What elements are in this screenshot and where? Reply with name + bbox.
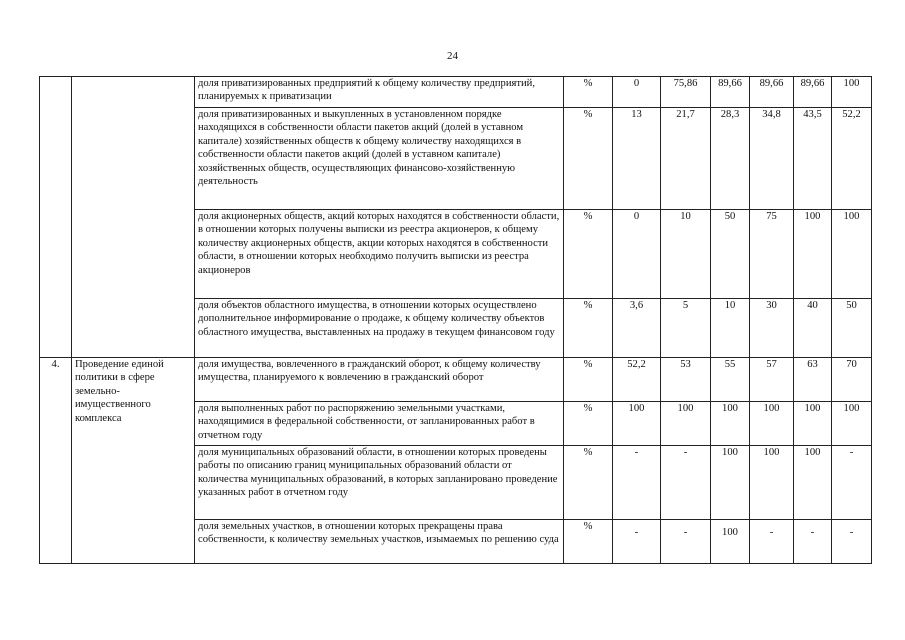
- value-cell: -: [794, 520, 832, 564]
- value-cell: 100: [711, 402, 750, 446]
- value-cell: 5: [661, 299, 711, 358]
- value-cell: -: [613, 520, 661, 564]
- unit-cell: %: [564, 358, 613, 402]
- indicator-text: доля акционерных обществ, акций которых находятся в собственности области, в отношении которых получены выписки из реестра акционеров, к общему количеству акционерных обществ, акции которых находятся в собственности области, в отношении которых необходимо получить выписки из реестра акционеров: [195, 210, 564, 299]
- value-cell: 28,3: [711, 108, 750, 210]
- indicator-text: доля земельных участков, в отношении которых прекращены права собственности, к количеству земельных участков, изымаемых по решению суда: [195, 520, 564, 564]
- unit-cell: %: [564, 77, 613, 108]
- value-cell: 52,2: [832, 108, 872, 210]
- activity-name: [72, 77, 195, 358]
- row-number: [40, 77, 72, 358]
- value-cell: 100: [750, 402, 794, 446]
- value-cell: 100: [613, 402, 661, 446]
- value-cell: 50: [832, 299, 872, 358]
- value-cell: 3,6: [613, 299, 661, 358]
- value-cell: -: [613, 446, 661, 520]
- value-cell: 0: [613, 210, 661, 299]
- value-cell: 30: [750, 299, 794, 358]
- unit-cell: %: [564, 299, 613, 358]
- value-cell: 43,5: [794, 108, 832, 210]
- value-cell: 13: [613, 108, 661, 210]
- value-cell: 100: [661, 402, 711, 446]
- value-cell: 100: [832, 210, 872, 299]
- value-cell: 100: [711, 446, 750, 520]
- value-cell: 100: [794, 446, 832, 520]
- value-cell: 53: [661, 358, 711, 402]
- value-cell: -: [832, 446, 872, 520]
- table-row: [40, 77, 872, 108]
- indicator-text: доля муниципальных образований области, в отношении которых проведены работы по описанию границ муниципальных образований области от количества муниципальных образований, в которых запланировано проведение указанных работ в отчетном году: [195, 446, 564, 520]
- value-cell: 21,7: [661, 108, 711, 210]
- indicator-text: доля объектов областного имущества, в отношении которых осуществлено дополнительное информирование о продаже, к общему количеству объектов областного имущества, выставленных на продажу в текущем финансовом году: [195, 299, 564, 358]
- value-cell: -: [661, 520, 711, 564]
- indicator-text: доля приватизированных и выкупленных в установленном порядке находящихся в собственности области пакетов акций (долей в уставном капитале) хозяйственных обществ к общему количеству находящихся в собственности области пакетов акций (долей в уставном капитале) хозяйственных обществ, осуществляющих финансово-хозяйственную деятельность: [195, 108, 564, 210]
- page-number: 24: [447, 50, 458, 62]
- unit-cell: %: [564, 402, 613, 446]
- table-row: [40, 358, 872, 402]
- value-cell: 75,86: [661, 77, 711, 108]
- value-cell: 100: [832, 402, 872, 446]
- value-cell: 10: [661, 210, 711, 299]
- value-cell: 100: [832, 77, 872, 108]
- value-cell: -: [661, 446, 711, 520]
- value-cell: 89,66: [711, 77, 750, 108]
- row-number: 4.: [40, 358, 72, 564]
- value-cell: 89,66: [794, 77, 832, 108]
- value-cell: 89,66: [750, 77, 794, 108]
- value-cell: 57: [750, 358, 794, 402]
- value-cell: 0: [613, 77, 661, 108]
- value-cell: 100: [711, 520, 750, 564]
- indicator-text: доля выполненных работ по распоряжению земельными участками, находящимися в федеральной собственности, от запланированных работ в отчетном году: [195, 402, 564, 446]
- value-cell: 75: [750, 210, 794, 299]
- value-cell: 40: [794, 299, 832, 358]
- value-cell: 34,8: [750, 108, 794, 210]
- value-cell: 100: [794, 402, 832, 446]
- value-cell: -: [832, 520, 872, 564]
- value-cell: 10: [711, 299, 750, 358]
- activity-name: Проведение единой политики в сфере земельно-имущественного комплекса: [72, 358, 195, 564]
- unit-cell: %: [564, 446, 613, 520]
- unit-cell: %: [564, 520, 613, 564]
- indicator-text: доля имущества, вовлеченного в гражданский оборот, к общему количеству имущества, планируемого к вовлечению в гражданский оборот: [195, 358, 564, 402]
- value-cell: 50: [711, 210, 750, 299]
- indicators-table: [39, 76, 872, 564]
- value-cell: 52,2: [613, 358, 661, 402]
- value-cell: -: [750, 520, 794, 564]
- unit-cell: %: [564, 108, 613, 210]
- value-cell: 100: [794, 210, 832, 299]
- unit-cell: %: [564, 210, 613, 299]
- value-cell: 55: [711, 358, 750, 402]
- value-cell: 70: [832, 358, 872, 402]
- value-cell: 100: [750, 446, 794, 520]
- indicator-text: доля приватизированных предприятий к общему количеству предприятий, планируемых к приватизации: [195, 77, 564, 108]
- value-cell: 63: [794, 358, 832, 402]
